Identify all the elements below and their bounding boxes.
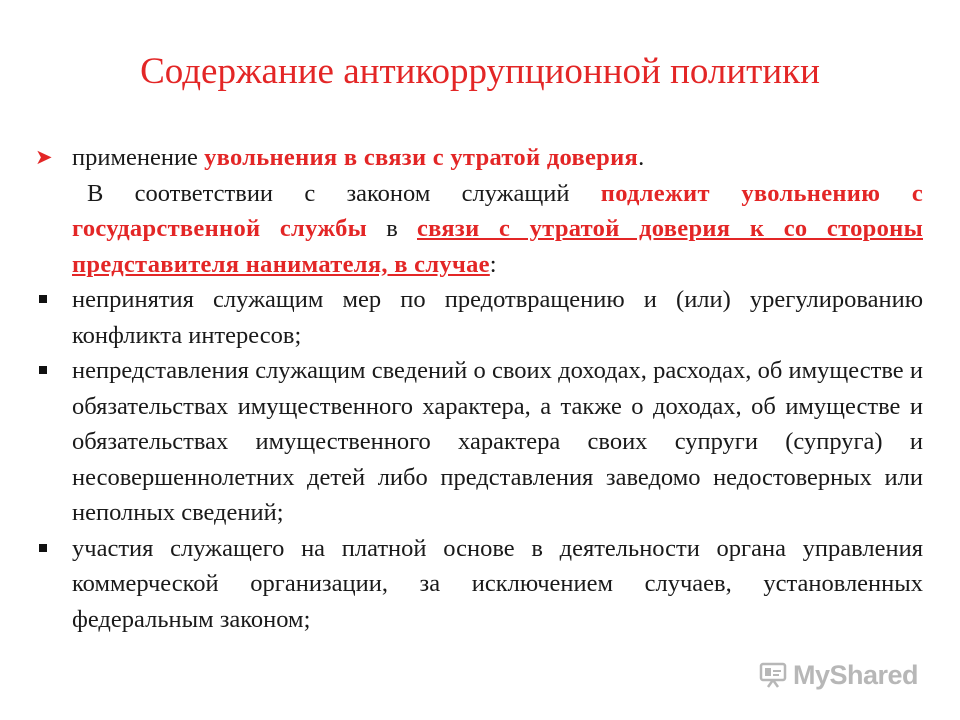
intro-highlight: увольнения в связи с утратой доверия [204, 144, 639, 171]
paragraph-text-3: : [489, 250, 497, 278]
paragraph-text-1: В соответствии с законом служащий [87, 179, 601, 207]
list-item [72, 531, 923, 638]
myshared-watermark [759, 656, 924, 694]
square-bullet-icon [39, 366, 47, 374]
square-bullet-icon [39, 295, 47, 303]
watermark-text: MyShared [793, 659, 919, 690]
slide-title: Содержание антикоррупционной политики [140, 51, 820, 92]
square-bullet-icon [39, 544, 47, 552]
paragraph-highlight-2: связи с утратой доверия к со стороны представителя нанимателя, в случае [72, 215, 923, 278]
slide-content [35, 140, 923, 637]
intro-text: применение [72, 144, 205, 171]
dismissal-paragraph [72, 176, 923, 283]
list-item [72, 282, 923, 353]
bullet-text: непредставления служащим сведений о своих доходах, расходах, об имуществе и обязательствах имущественного характера, а также о доходах, об имуществе и обязательствах имущественного характера своих супруги (супруга) и несовершеннолетних детей либо представления заведомо недостоверных или неполных сведений; [72, 357, 923, 526]
intro-item [35, 140, 923, 176]
bullet-text: непринятия служащим мер по предотвращению и (или) урегулированию конфликта интересов; [72, 286, 923, 349]
intro-end: . [638, 144, 645, 171]
bullet-text: участия служащего на платной основе в деятельности органа управления коммерческой организации, за исключением случаев, установленных федеральным законом; [72, 534, 923, 633]
list-item [72, 353, 923, 531]
paragraph-text-2: в [367, 215, 417, 242]
arrow-bullet-icon: ➤ [35, 145, 53, 169]
paragraph-highlight-1: подлежит увольнению с государственной службы [72, 179, 923, 242]
projector-screen-icon [759, 661, 787, 689]
